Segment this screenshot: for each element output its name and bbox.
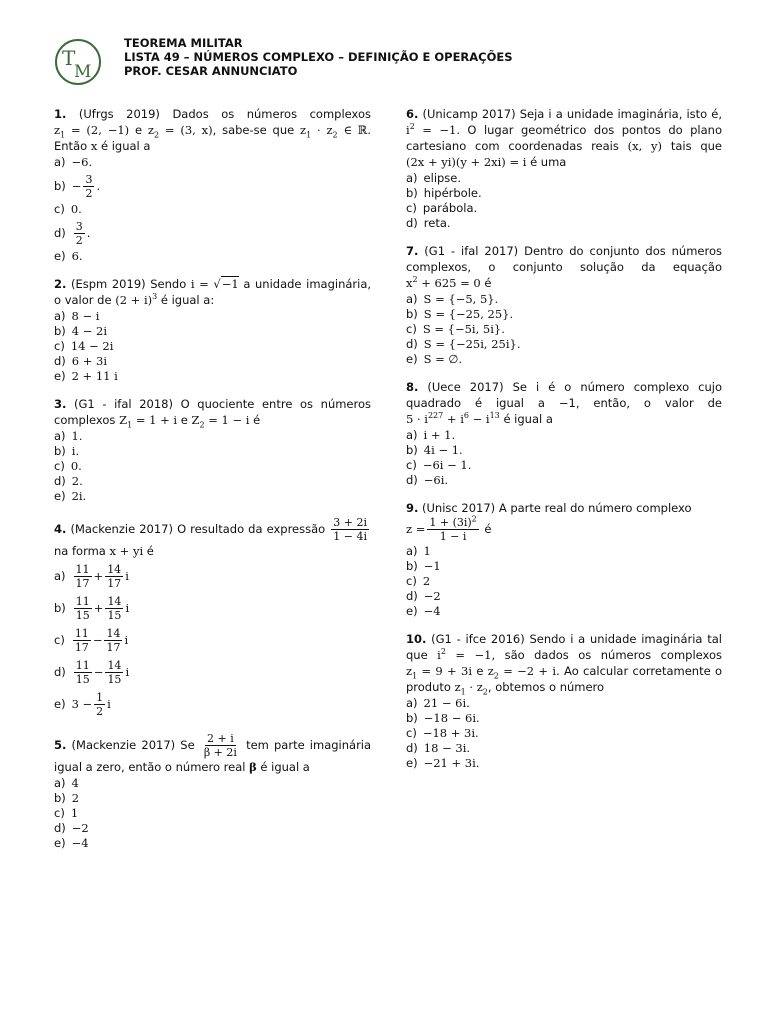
options bbox=[54, 776, 371, 851]
option-label: b) bbox=[54, 324, 66, 338]
option-label: e) bbox=[406, 604, 418, 618]
option-label: c) bbox=[406, 458, 417, 472]
option-e[interactable] bbox=[406, 604, 722, 619]
option-a[interactable] bbox=[406, 544, 722, 559]
stem-text: a unidade imaginária, o valor de bbox=[54, 277, 372, 307]
option-d[interactable]: d) $\frac{11}{15}$ − $\frac{14}{15}$ i bbox=[54, 658, 130, 686]
option-label: b) bbox=[54, 444, 66, 458]
question-1 bbox=[54, 106, 371, 264]
question-number: 6. bbox=[406, 107, 419, 121]
math-expr: z = bbox=[406, 522, 426, 536]
option-value: −18 + 3i. bbox=[422, 726, 479, 740]
option-e[interactable] bbox=[406, 756, 722, 771]
option-label: d) bbox=[406, 337, 418, 351]
question-source: (Unicamp 2017) bbox=[422, 107, 516, 121]
math-expr: $z_1 \cdot z_2$ bbox=[454, 680, 488, 697]
math-expr: (2x + yi)(y + 2xi) = i bbox=[406, 155, 527, 169]
stem-text: A parte real do número complexo bbox=[498, 501, 692, 515]
question-9 bbox=[406, 500, 722, 619]
option-tail: . bbox=[86, 226, 91, 240]
option-a[interactable] bbox=[54, 309, 371, 324]
stem-text: . Ao calcular corretamente o produto bbox=[406, 664, 723, 694]
fraction bbox=[331, 516, 369, 543]
question-number: 5. bbox=[54, 738, 67, 752]
numerator: 3 bbox=[75, 219, 83, 233]
question-stem bbox=[406, 500, 722, 543]
option-e[interactable] bbox=[54, 489, 371, 504]
option-c[interactable] bbox=[406, 458, 722, 473]
options bbox=[54, 309, 371, 384]
option-label: d) bbox=[54, 474, 66, 488]
option-label: e) bbox=[54, 697, 66, 711]
option-d[interactable] bbox=[54, 474, 371, 489]
option-c[interactable] bbox=[54, 806, 371, 821]
question-number: 9. bbox=[406, 501, 419, 515]
options bbox=[406, 544, 722, 619]
option-value: −1 bbox=[423, 559, 441, 573]
fraction: $\frac{14}{15}$ bbox=[107, 658, 122, 686]
option-a[interactable]: a) $\frac{11}{17}$ + $\frac{14}{17}$ i bbox=[54, 562, 129, 590]
stem-text: e bbox=[476, 664, 484, 678]
option-value: S = {−5i, 5i}. bbox=[422, 322, 505, 336]
right-column bbox=[406, 106, 722, 783]
option-c[interactable] bbox=[406, 322, 722, 337]
option-e[interactable] bbox=[54, 249, 371, 264]
math-expr: $(2 + i)^3$ bbox=[115, 292, 158, 307]
option-label: c) bbox=[406, 574, 417, 588]
option-value: 4 bbox=[71, 776, 79, 790]
option-label: d) bbox=[54, 354, 66, 368]
option-a[interactable] bbox=[406, 696, 722, 711]
stem-text: O resultado da expressão bbox=[177, 522, 326, 536]
option-b[interactable] bbox=[54, 791, 371, 806]
math-expr: $Z_1 = 1 + i$ bbox=[119, 413, 178, 430]
option-value: 1 bbox=[70, 806, 79, 820]
question-stem bbox=[54, 516, 371, 559]
option-value: 2 bbox=[422, 574, 431, 588]
options bbox=[406, 696, 722, 771]
option-label: b) bbox=[54, 179, 66, 193]
option-b[interactable] bbox=[406, 186, 722, 201]
stem-text: é bbox=[253, 413, 261, 427]
option-d[interactable] bbox=[406, 589, 722, 604]
options bbox=[54, 560, 371, 720]
option-label: b) bbox=[406, 559, 418, 573]
option-b[interactable] bbox=[406, 307, 722, 322]
option-d[interactable] bbox=[406, 337, 722, 352]
option-label: e) bbox=[54, 836, 66, 850]
header-text bbox=[124, 36, 513, 78]
header-list-title: LISTA 49 – NÚMEROS COMPLEXO – DEFINIÇÃO E OPERAÇÕES bbox=[124, 50, 513, 64]
question-source: (Unisc 2017) bbox=[422, 501, 496, 515]
option-value: 8 − i bbox=[71, 309, 100, 323]
question-source: (Ufrgs 2019) bbox=[78, 107, 160, 121]
math-expr: i = √−1 bbox=[190, 277, 239, 291]
question-10 bbox=[406, 631, 722, 771]
stem-text: Se bbox=[180, 738, 195, 752]
option-label: e) bbox=[406, 756, 418, 770]
option-value: −6i − 1. bbox=[422, 458, 472, 472]
question-stem bbox=[54, 732, 371, 775]
stem-text: é igual a bbox=[503, 412, 553, 426]
option-label: c) bbox=[54, 339, 65, 353]
option-value: −6i. bbox=[423, 473, 449, 487]
option-value: 18 − 3i. bbox=[423, 741, 471, 755]
stem-text: na forma bbox=[54, 544, 106, 558]
question-stem bbox=[406, 243, 722, 291]
stem-text: tais que bbox=[670, 139, 723, 153]
question-source: (G1 - ifce 2016) bbox=[431, 632, 525, 646]
option-value: −18 − 6i. bbox=[423, 711, 480, 725]
option-d[interactable] bbox=[406, 741, 722, 756]
numerator: 3 bbox=[85, 172, 93, 186]
option-d[interactable] bbox=[406, 473, 722, 488]
option-label: d) bbox=[406, 589, 418, 603]
stem-text: . O lugar geométrico dos pontos do plano cartesiano com coordenadas reais bbox=[406, 123, 722, 153]
question-source: (Mackenzie 2017) bbox=[70, 522, 173, 536]
question-6 bbox=[406, 106, 722, 231]
fraction bbox=[74, 220, 85, 247]
stem-text: Seja i a unidade imaginária, isto é, bbox=[519, 107, 723, 121]
option-tail: . bbox=[96, 179, 101, 193]
option-label: b) bbox=[406, 711, 418, 725]
denominator: 2 bbox=[85, 186, 93, 200]
option-label: d) bbox=[406, 741, 418, 755]
option-value: S = {−25, 25}. bbox=[423, 307, 514, 321]
option-d[interactable] bbox=[54, 354, 371, 369]
option-label: a) bbox=[406, 171, 418, 185]
option-value: −2 bbox=[71, 821, 89, 835]
option-label: e) bbox=[54, 249, 66, 263]
option-label: c) bbox=[54, 202, 65, 216]
option-e[interactable] bbox=[54, 836, 371, 851]
stem-text: e bbox=[134, 123, 143, 137]
options bbox=[54, 429, 371, 504]
fraction: $\frac{14}{17}$ bbox=[106, 626, 121, 654]
question-number: 1. bbox=[54, 107, 67, 121]
stem-text: é bbox=[484, 276, 492, 290]
math-expr: $i^2 = -1$ bbox=[437, 647, 492, 662]
options bbox=[406, 428, 722, 488]
math-expr: $Z_2 = 1 - i$ bbox=[191, 413, 250, 430]
numerator: $1 + (3i)^2$ bbox=[429, 514, 477, 529]
option-b[interactable] bbox=[406, 559, 722, 574]
question-source: (Uece 2017) bbox=[427, 380, 504, 394]
option-c[interactable] bbox=[406, 574, 722, 589]
question-number: 10. bbox=[406, 632, 427, 646]
option-value: 0. bbox=[70, 202, 82, 216]
stem-text: O quociente entre os números complexos bbox=[54, 397, 372, 427]
option-value: 2i. bbox=[71, 489, 87, 503]
question-stem bbox=[54, 106, 371, 154]
option-e[interactable] bbox=[54, 369, 371, 384]
math-expr: $z_1 = (2$, −1) bbox=[54, 123, 130, 140]
math-expr: $z_1 \cdot z_2$ ∈ ℝ. bbox=[300, 123, 372, 140]
option-label: b) bbox=[406, 443, 418, 457]
numerator: 2 + i bbox=[207, 732, 234, 745]
option-value: −21 + 3i. bbox=[423, 756, 480, 770]
stem-text: é igual a bbox=[260, 760, 310, 774]
stem-text: tem parte imaginária igual a zero, então o número real bbox=[54, 738, 372, 774]
question-8 bbox=[406, 379, 722, 488]
fraction: $\frac{11}{15}$ bbox=[75, 658, 90, 686]
question-source: (G1 - ifal 2017) bbox=[424, 244, 519, 258]
option-label: a) bbox=[406, 292, 418, 306]
header-title: TEOREMA MILITAR bbox=[124, 36, 243, 50]
options bbox=[406, 171, 722, 231]
option-value: −6. bbox=[71, 155, 93, 169]
option-a[interactable] bbox=[406, 292, 722, 307]
fraction: $\frac{11}{17}$ bbox=[74, 626, 89, 654]
question-number: 3. bbox=[54, 397, 67, 411]
option-a[interactable] bbox=[406, 428, 722, 443]
option-b[interactable] bbox=[54, 324, 371, 339]
denominator: β + 2i bbox=[203, 746, 237, 759]
option-label: e) bbox=[406, 352, 418, 366]
question-7 bbox=[406, 243, 722, 367]
math-expr: $i^2 = -1$ bbox=[406, 122, 457, 137]
option-label: c) bbox=[406, 726, 417, 740]
option-a[interactable] bbox=[54, 776, 371, 791]
teorema-militar-logo bbox=[54, 38, 102, 86]
math-expr: $5 \cdot i^{227} + i^6 - i^{13}$ bbox=[406, 411, 500, 426]
fraction: $\frac{14}{15}$ bbox=[107, 594, 122, 622]
stem-text: Então bbox=[54, 139, 88, 153]
question-number: 4. bbox=[54, 522, 67, 536]
option-label: a) bbox=[54, 309, 66, 323]
question-stem bbox=[406, 631, 722, 695]
option-label: d) bbox=[406, 216, 418, 230]
stem-text: , sabe-se que bbox=[212, 123, 295, 137]
question-number: 8. bbox=[406, 380, 419, 394]
option-label: d) bbox=[406, 473, 418, 487]
question-stem bbox=[54, 396, 371, 428]
option-value: − bbox=[71, 179, 82, 193]
stem-text: Dados os números complexos bbox=[172, 107, 372, 121]
fraction: $\frac{14}{17}$ bbox=[107, 562, 122, 590]
option-b[interactable] bbox=[406, 711, 722, 726]
option-value: 21 − 6i. bbox=[423, 696, 470, 710]
option-value: 2 + 11 i bbox=[71, 369, 118, 383]
option-value: 2. bbox=[71, 474, 83, 488]
math-expr: β bbox=[249, 760, 257, 774]
math-expr: x + yi bbox=[109, 544, 144, 558]
option-label: e) bbox=[54, 489, 66, 503]
question-source: (G1 - ifal 2018) bbox=[74, 397, 173, 411]
left-column bbox=[54, 106, 371, 863]
option-label: e) bbox=[54, 369, 66, 383]
stem-text: Sendo i a unidade imaginária tal que bbox=[406, 632, 722, 662]
question-source: (Mackenzie 2017) bbox=[71, 738, 176, 752]
math-expr: $z_2 = (3$, x) bbox=[147, 123, 213, 140]
option-label: b) bbox=[406, 186, 418, 200]
page-header bbox=[54, 36, 754, 92]
option-d[interactable] bbox=[406, 216, 722, 231]
option-c[interactable] bbox=[406, 201, 722, 216]
option-label: b) bbox=[406, 307, 418, 321]
question-3 bbox=[54, 396, 371, 504]
option-c[interactable] bbox=[406, 726, 722, 741]
denominator: 2 bbox=[75, 233, 83, 247]
stem-text: , obtemos o número bbox=[487, 680, 605, 694]
denominator: 1 − 4i bbox=[333, 530, 368, 543]
stem-text: é bbox=[484, 522, 492, 536]
math-expr: (x, y) bbox=[627, 139, 663, 153]
option-label: d) bbox=[54, 821, 66, 835]
option-value: 4i − 1. bbox=[423, 443, 463, 457]
fraction: $\frac{11}{17}$ bbox=[75, 562, 90, 590]
fraction bbox=[202, 732, 239, 759]
option-value: reta. bbox=[423, 216, 451, 230]
option-value: hipérbole. bbox=[423, 186, 482, 200]
option-label: b) bbox=[54, 601, 66, 615]
option-label: b) bbox=[54, 791, 66, 805]
fraction: $\frac{1}{2}$ bbox=[96, 690, 104, 718]
stem-text: Dentro do conjunto dos números complexos, o conjunto solução da equação bbox=[406, 244, 722, 274]
stem-text: Sendo bbox=[150, 277, 187, 291]
option-c[interactable] bbox=[54, 339, 371, 354]
option-label: c) bbox=[54, 633, 65, 647]
math-expr: $z_2 = -2 + i$ bbox=[487, 664, 557, 681]
option-value: −2 bbox=[423, 589, 441, 603]
option-label: c) bbox=[406, 201, 417, 215]
question-2 bbox=[54, 276, 371, 384]
option-a[interactable] bbox=[54, 155, 371, 170]
math-expr: $z_1 = 9 + 3i$ bbox=[406, 664, 472, 681]
fraction bbox=[427, 516, 478, 543]
option-value: 1. bbox=[71, 429, 83, 443]
option-value: 4 − 2i bbox=[71, 324, 108, 338]
fraction bbox=[83, 173, 94, 200]
option-d[interactable] bbox=[54, 821, 371, 836]
option-c[interactable] bbox=[54, 202, 371, 217]
option-value: −4 bbox=[71, 836, 89, 850]
svg-text:M: M bbox=[74, 62, 92, 82]
option-label: c) bbox=[54, 806, 65, 820]
option-a[interactable] bbox=[406, 171, 722, 186]
option-value: S = ∅. bbox=[423, 352, 463, 366]
option-value: elipse. bbox=[423, 171, 462, 185]
fraction: $\frac{11}{15}$ bbox=[75, 594, 90, 622]
option-value: −4 bbox=[423, 604, 441, 618]
question-source: (Espm 2019) bbox=[71, 277, 146, 291]
stem-text: Se i é o número complexo cujo quadrado é igual a −1, então, o valor de bbox=[406, 380, 723, 410]
options bbox=[406, 292, 722, 367]
svg-text:T: T bbox=[62, 46, 76, 70]
question-5 bbox=[54, 732, 371, 851]
option-label: a) bbox=[54, 569, 66, 583]
option-value: 0. bbox=[70, 459, 82, 473]
option-b[interactable] bbox=[406, 443, 722, 458]
question-number: 2. bbox=[54, 277, 67, 291]
option-label: a) bbox=[406, 696, 418, 710]
question-number: 7. bbox=[406, 244, 419, 258]
math-expr: x bbox=[90, 139, 98, 153]
denominator: 1 − i bbox=[439, 530, 467, 543]
option-c[interactable] bbox=[54, 459, 371, 474]
stem-text: e bbox=[180, 413, 188, 427]
option-value: 2 bbox=[71, 791, 80, 805]
option-value: 14 − 2i bbox=[70, 339, 114, 353]
question-stem bbox=[406, 379, 722, 427]
question-stem bbox=[406, 106, 722, 170]
option-value: 1 bbox=[423, 544, 431, 558]
option-label: d) bbox=[54, 226, 66, 240]
question-4 bbox=[54, 516, 371, 720]
stem-text: é uma bbox=[530, 155, 567, 169]
option-value: S = {−25i, 25i}. bbox=[423, 337, 521, 351]
option-value: 6. bbox=[71, 249, 83, 263]
option-label: c) bbox=[54, 459, 65, 473]
stem-text: é igual a: bbox=[160, 293, 215, 307]
stem-text: é bbox=[146, 544, 154, 558]
option-b[interactable]: b) $\frac{11}{15}$ + $\frac{14}{15}$ i bbox=[54, 594, 130, 622]
stem-text: é igual a bbox=[100, 139, 151, 153]
option-e[interactable] bbox=[406, 352, 722, 367]
option-b[interactable] bbox=[54, 444, 371, 459]
math-expr: $x^2 + 625 = 0$ bbox=[406, 275, 481, 290]
option-label: c) bbox=[406, 322, 417, 336]
question-stem bbox=[54, 276, 371, 308]
options bbox=[54, 155, 371, 264]
option-value: 6 + 3i bbox=[71, 354, 108, 368]
option-b[interactable] bbox=[54, 170, 371, 202]
option-value: i + 1. bbox=[423, 428, 456, 442]
option-label: a) bbox=[54, 776, 66, 790]
option-label: a) bbox=[54, 155, 66, 169]
stem-text: , são dados os números complexos bbox=[491, 648, 722, 662]
option-label: d) bbox=[54, 665, 66, 679]
option-label: a) bbox=[406, 544, 418, 558]
option-a[interactable] bbox=[54, 429, 371, 444]
option-e[interactable]: e) 3 − $\frac{1}{2}$ i bbox=[54, 690, 111, 718]
option-value: parábola. bbox=[422, 201, 478, 215]
option-value: i. bbox=[71, 444, 80, 458]
option-label: a) bbox=[406, 428, 418, 442]
option-d[interactable] bbox=[54, 217, 371, 249]
option-value: S = {−5, 5}. bbox=[423, 292, 499, 306]
option-label: a) bbox=[54, 429, 66, 443]
header-professor: PROF. CESAR ANNUNCIATO bbox=[124, 64, 298, 78]
option-c[interactable]: c) $\frac{11}{17}$ − $\frac{14}{17}$ i bbox=[54, 626, 129, 654]
numerator: 3 + 2i bbox=[333, 516, 368, 529]
